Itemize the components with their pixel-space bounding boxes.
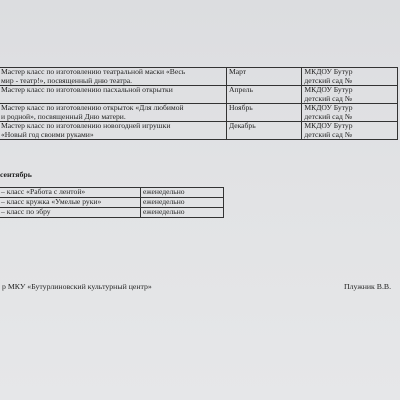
table-row	[0, 188, 224, 198]
class-name-cell: – класс кружка «Умелые руки»	[0, 198, 141, 208]
date-cell: Ноябрь	[226, 104, 301, 122]
table-row	[0, 104, 398, 122]
table-row	[0, 122, 398, 140]
signatory-organization: р МКУ «Бутурлиновский культурный центр»	[2, 282, 152, 291]
table-row	[0, 198, 224, 208]
place-line: МКДОУ Бутур	[304, 121, 353, 130]
place-cell	[302, 104, 398, 122]
place-line: МКДОУ Бутур	[304, 67, 353, 76]
event-line: Мастер класс по изготовлению театральной маски «Весь	[1, 67, 186, 76]
event-cell	[0, 68, 226, 86]
event-line: «Новый год своими руками»	[1, 129, 94, 139]
event-cell	[0, 122, 226, 140]
event-line: Мастер класс по изготовлению новогодней игрушки	[1, 121, 171, 130]
table-row	[0, 86, 398, 104]
event-cell	[0, 104, 226, 122]
event-line: Мастер класс по изготовлению открыток «Для любимой	[1, 103, 184, 112]
weekly-classes-table	[0, 187, 224, 218]
place-line: МКДОУ Бутур	[304, 103, 353, 112]
date-cell: Декабрь	[226, 122, 301, 140]
events-table	[0, 67, 398, 140]
place-cell	[302, 122, 398, 140]
place-line: МКДОУ Бутур	[304, 85, 353, 94]
date-cell: Март	[226, 68, 301, 86]
frequency-cell: еженедельно	[141, 188, 224, 198]
place-cell	[302, 86, 398, 104]
class-name-cell: – класс по эбру	[0, 208, 141, 218]
date-cell: Апрель	[226, 86, 301, 104]
class-name-cell: – класс «Работа с лентой»	[0, 188, 141, 198]
section-heading: сентябрь	[0, 170, 32, 179]
place-line: детский сад №	[304, 75, 352, 85]
event-cell: Мастер класс по изготовлению пасхальной открытки	[0, 86, 226, 104]
table-row	[0, 208, 224, 218]
frequency-cell: еженедельно	[141, 198, 224, 208]
frequency-cell: еженедельно	[141, 208, 224, 218]
place-line: детский сад №	[304, 93, 352, 103]
event-line: мир - театр!», посвященный дню театра.	[1, 75, 133, 85]
signatory-name: Плужник В.В.	[344, 282, 392, 291]
place-line: детский сад №	[304, 129, 352, 139]
place-cell	[302, 68, 398, 86]
table-row	[0, 68, 398, 86]
event-line: и родной», посвященный Дню матери.	[1, 111, 126, 121]
place-line: детский сад №	[304, 111, 352, 121]
